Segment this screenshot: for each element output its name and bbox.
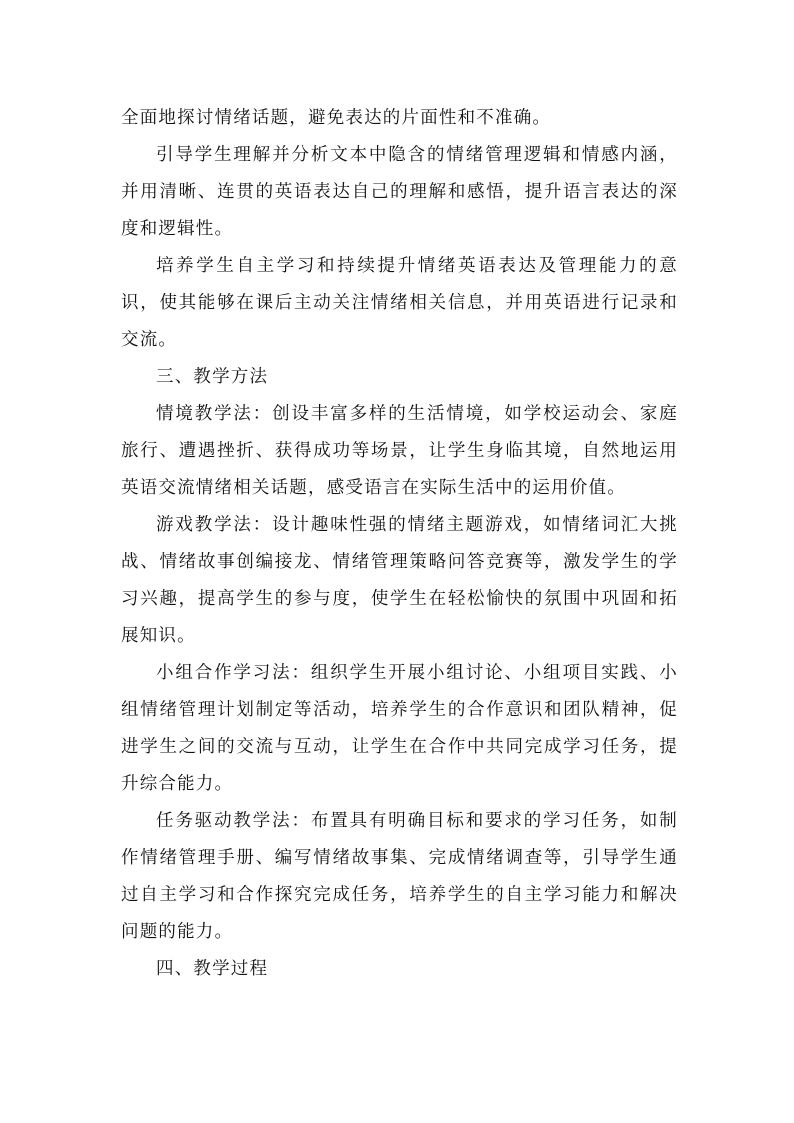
paragraph-game-method: 游戏教学法：设计趣味性强的情绪主题游戏，如情绪词汇大挑战、情绪故事创编接龙、情绪管理策略问答竞赛等，激发学生的学习兴趣，提高学生的参与度，使学生在轻松愉快的氛围中巩固和拓展知识。 [121,515,678,646]
document-body [121,100,678,988]
paragraph-task-method: 任务驱动教学法：布置具有明确目标和要求的学习任务，如制作情绪管理手册、编写情绪故事集、完成情绪调查等，引导学生通过自主学习和合作探究完成任务，培养学生的自主学习能力和解决问题的能力。 [121,811,678,942]
paragraph-objective-autonomy: 培养学生自主学习和持续提升情绪英语表达及管理能力的意识，使其能够在课后主动关注情绪相关信息，并用英语进行记录和交流。 [121,256,678,350]
section-heading-teaching-process: 四、教学过程 [156,959,269,979]
paragraph-situational-method: 情境教学法：创设丰富多样的生活情境，如学校运动会、家庭旅行、遭遇挫折、获得成功等场景，让学生身临其境，自然地运用英语交流情绪相关话题，感受语言在实际生活中的运用价值。 [121,404,678,498]
paragraph-objective-logic: 引导学生理解并分析文本中隐含的情绪管理逻辑和情感内涵，并用清晰、连贯的英语表达自己的理解和感悟，提升语言表达的深度和逻辑性。 [121,145,678,239]
section-heading-teaching-methods: 三、教学方法 [156,367,269,387]
paragraph-group-method: 小组合作学习法：组织学生开展小组讨论、小组项目实践、小组情绪管理计划制定等活动，培养学生的合作意识和团队精神，促进学生之间的交流与互动，让学生在合作中共同完成学习任务，提升综合能力。 [121,663,678,794]
paragraph-continuation: 全面地探讨情绪话题，避免表达的片面性和不准确。 [121,108,552,128]
